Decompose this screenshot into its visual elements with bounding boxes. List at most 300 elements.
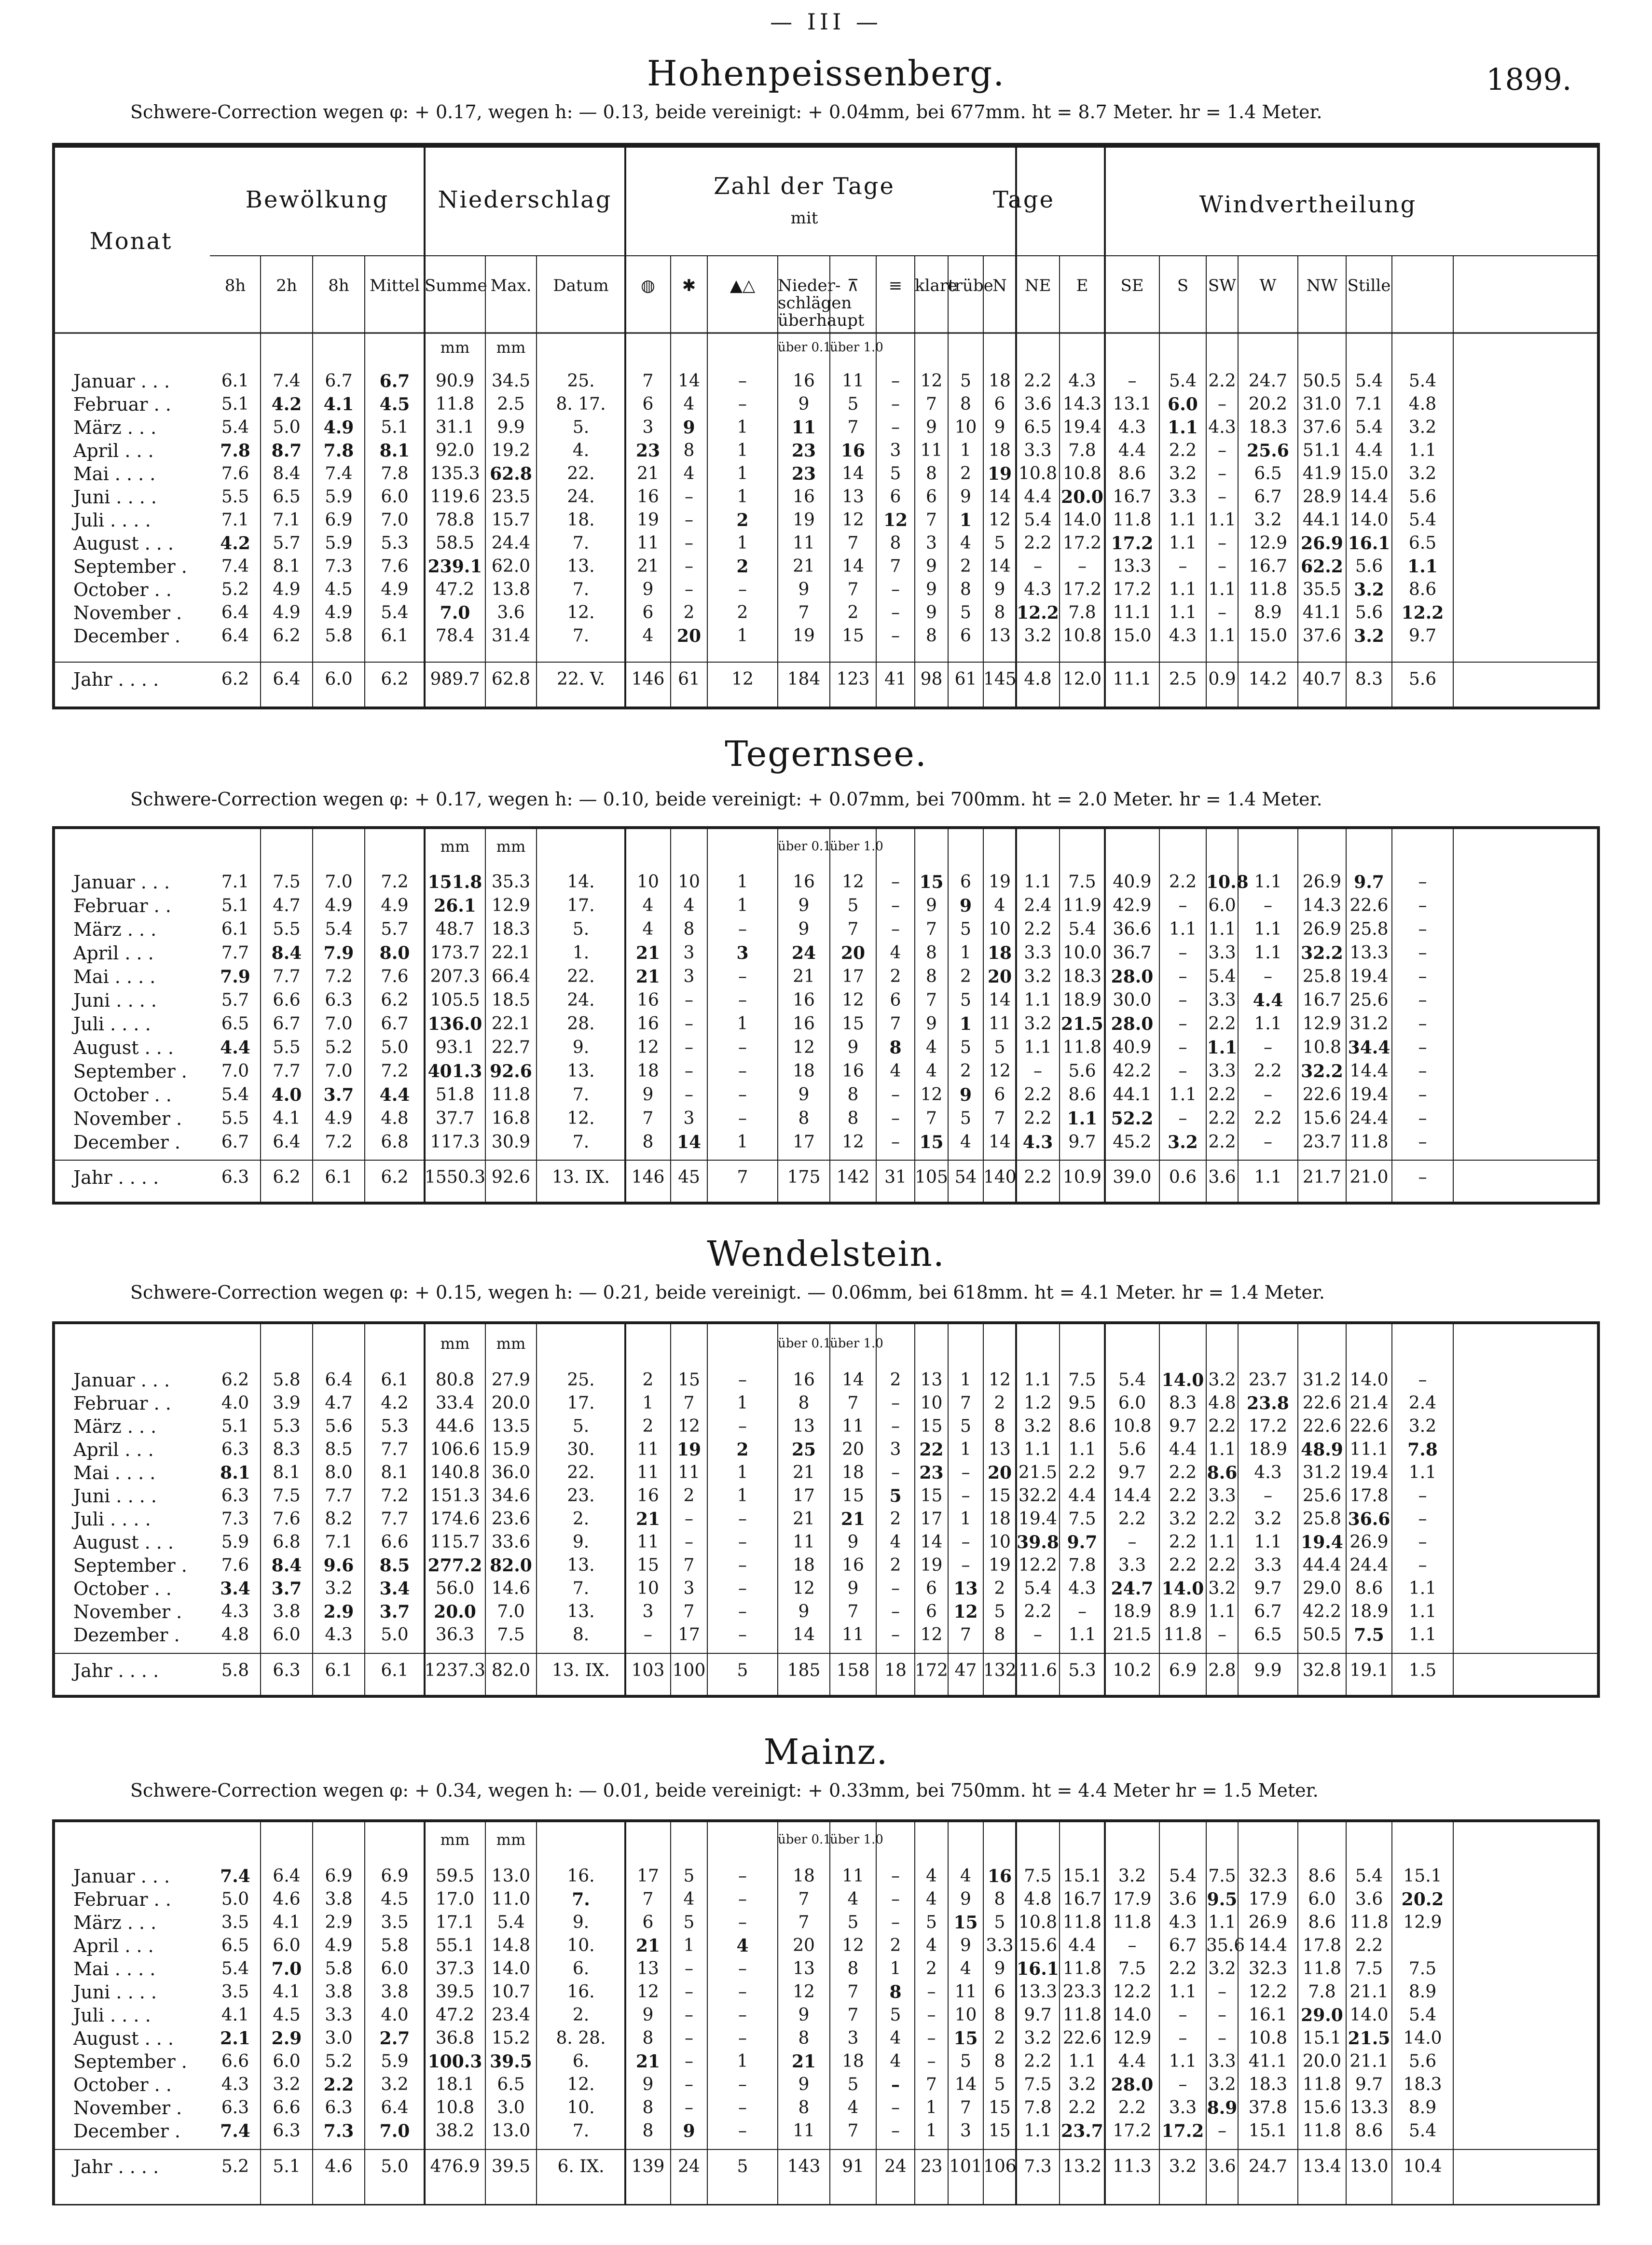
table-cell: 52.2	[1111, 1109, 1154, 1129]
table-cell: –	[738, 1982, 747, 2002]
table-cell: 6.4	[273, 1866, 301, 1886]
table-cell: 6	[926, 1602, 937, 1621]
table-cell: 20.2	[1248, 394, 1288, 414]
table-cell: 14	[989, 1132, 1011, 1152]
table-cell: 11.9	[1062, 896, 1102, 915]
table-cell: 5	[926, 1912, 937, 1932]
table-cell: 14.2	[1248, 669, 1288, 689]
table-cell: 1.1	[1254, 1532, 1282, 1552]
table-cell: 7.0	[271, 1959, 302, 1979]
table-cell: 6.2	[273, 626, 301, 646]
table-cell: 13	[793, 1416, 815, 1436]
column-group-zahl: Zahl der Tage	[714, 173, 895, 200]
table-cell: 5.3	[381, 533, 409, 553]
table-cell: 27.9	[491, 1370, 531, 1390]
table-cell: 3	[683, 967, 695, 986]
table-cell: 1.1	[1024, 990, 1052, 1010]
table-cell: 7.9	[323, 943, 354, 963]
table-cell: 19	[987, 464, 1012, 484]
table-cell: 3	[642, 1602, 654, 1621]
table-cell: 16	[793, 1370, 815, 1390]
table-cell: 1	[960, 943, 971, 963]
table-cell: 1	[642, 1393, 654, 1413]
table-cell: 17.2	[1111, 533, 1154, 554]
table-cell: 17.1	[435, 1912, 475, 1932]
table-cell: –	[1218, 2005, 1226, 2025]
table-cell: –	[685, 510, 693, 530]
table-cell: 5.0	[381, 2157, 409, 2176]
table-cell: 6.1	[381, 1370, 409, 1390]
table-cell: 4.4	[1118, 2051, 1146, 2071]
table-cell: 36.7	[1113, 943, 1152, 963]
table-cell: 8.6	[1068, 1085, 1096, 1105]
table-cell: –	[1418, 919, 1427, 939]
table-cell: 13.	[567, 1061, 595, 1081]
table-cell: 4	[683, 896, 695, 915]
table-cell: 9	[798, 1085, 810, 1105]
table-cell: 4	[960, 1959, 971, 1979]
table-cell: 2.2	[1254, 1109, 1282, 1128]
table-cell: 9.7	[1068, 1132, 1096, 1152]
table-cell: 7.5	[497, 1625, 525, 1645]
table-cell: 17.2	[1113, 580, 1152, 599]
table-cell: 11.6	[1018, 1661, 1058, 1680]
table-cell: 5.1	[221, 1416, 249, 1436]
table-cell: 51.8	[435, 1085, 475, 1105]
table-cell: 66.4	[491, 967, 531, 986]
table-cell: –	[1178, 2028, 1187, 2048]
table-cell: 19.4	[1349, 1085, 1389, 1105]
table-cell: 59.5	[435, 1866, 475, 1886]
table-cell: 13.3	[1113, 556, 1152, 576]
month-label: Juni . . . .	[73, 1982, 157, 2003]
table-cell: 17	[793, 1486, 815, 1506]
table-cell: 9	[798, 580, 810, 599]
table-cell: 47	[954, 1661, 977, 1680]
table-cell: 7.1	[1355, 394, 1383, 414]
table-cell: –	[1178, 1109, 1187, 1128]
table-cell: 24.7	[1111, 1579, 1154, 1599]
table-cell: 20	[842, 1440, 864, 1459]
table-cell: 5.6	[325, 1416, 353, 1436]
table-cell: 13.	[567, 1555, 595, 1575]
table-cell: –	[685, 990, 693, 1010]
table-cell: 8	[642, 2028, 654, 2048]
column-header: 8h	[328, 276, 349, 295]
table-cell: 5	[737, 1661, 748, 1680]
table-cell: 12	[793, 1579, 815, 1598]
table-cell: 1.1	[1408, 1463, 1437, 1483]
table-cell: 25	[791, 1440, 816, 1460]
table-cell: 4.9	[325, 1109, 353, 1128]
table-cell: 13.0	[491, 1866, 531, 1886]
table-cell: 4.3	[325, 1625, 353, 1645]
table-cell: 3.9	[273, 1393, 301, 1413]
table-cell: 36.8	[435, 2028, 475, 2048]
table-cell: 173.7	[430, 943, 480, 963]
table-cell: 2	[994, 1393, 1005, 1413]
table-cell: 3.3	[1208, 990, 1236, 1010]
table-cell: –	[685, 2075, 693, 2094]
table-cell: 1	[737, 1393, 748, 1413]
table-cell: 6.2	[381, 990, 409, 1010]
table-cell: 16.7	[1113, 487, 1152, 507]
table-cell: –	[891, 1602, 900, 1621]
table-cell: 7.7	[273, 967, 301, 986]
table-cell: 7.0	[325, 1061, 353, 1081]
table-cell: 9.7	[1354, 872, 1384, 892]
table-cell: 11.8	[1062, 1912, 1102, 1932]
month-label: Februar . .	[73, 1393, 171, 1414]
table-cell: –	[1418, 1014, 1427, 1034]
table-cell: 5.4	[1024, 510, 1052, 530]
table-cell: 2.2	[1024, 1085, 1052, 1105]
table-cell: 6	[890, 990, 901, 1010]
table-cell: 7	[926, 2075, 937, 2094]
table-cell: 20	[987, 1463, 1012, 1483]
table-cell: 3.5	[221, 1912, 249, 1932]
table-cell: 7.8	[1407, 1440, 1438, 1460]
month-label: October . .	[73, 579, 172, 600]
table-cell: 3.3	[1169, 487, 1197, 507]
unit-label: mm	[496, 1334, 526, 1353]
table-cell: –	[1418, 1509, 1427, 1529]
table-cell: 15	[953, 2028, 978, 2049]
table-cell: –	[1218, 464, 1226, 484]
table-cell: 8.7	[271, 441, 302, 461]
table-cell: 18.9	[1113, 1602, 1152, 1621]
table-cell: 8	[642, 2098, 654, 2118]
table-cell: 7	[798, 1889, 810, 1909]
table-cell: 9	[960, 1936, 971, 1955]
table-cell: 1.1	[1169, 533, 1197, 553]
table-cell: 13.3	[1018, 1982, 1058, 2002]
table-cell: 5.3	[1068, 1661, 1096, 1680]
table-cell: 4.1	[273, 1982, 301, 2002]
table-cell: 8.6	[1068, 1416, 1096, 1436]
table-cell: 1.1	[1169, 580, 1197, 599]
table-cell: 50.5	[1302, 1625, 1342, 1645]
table-cell: –	[738, 1370, 747, 1390]
table-cell: 23.8	[1247, 1393, 1289, 1414]
table-cell: –	[738, 1866, 747, 1886]
table-cell: 4.7	[273, 896, 301, 915]
table-cell: 4	[960, 533, 971, 553]
table-cell: 239.1	[427, 556, 482, 577]
table-cell: 7	[890, 556, 901, 576]
table-cell: 6.0	[1208, 896, 1236, 915]
table-cell: 101	[949, 2157, 982, 2176]
table-cell: 5	[960, 919, 971, 939]
unit-label: mm	[440, 1334, 470, 1353]
table-cell: 23.7	[1248, 1370, 1288, 1390]
table-cell: 40.9	[1113, 872, 1152, 892]
table-cell: 9	[926, 896, 937, 915]
table-cell: 15	[678, 1370, 700, 1390]
table-cell: 11	[637, 1440, 659, 1459]
table-cell: 6.4	[221, 603, 249, 623]
table-cell: 6.0	[325, 669, 353, 689]
table-cell: 10.8	[1062, 626, 1102, 646]
table-cell: 8	[994, 2051, 1005, 2071]
table-cell: 44.4	[1302, 1555, 1342, 1575]
table-cell: 18.3	[1403, 2075, 1442, 2094]
table-cell: 2.2	[323, 2075, 354, 2095]
table-cell: 10	[954, 417, 977, 437]
table-cell: 17.9	[1113, 1889, 1152, 1909]
table-cell: 23	[919, 1463, 944, 1483]
table-cell: 10.2	[1113, 1661, 1152, 1680]
table-cell: 1.1	[1208, 1532, 1236, 1552]
table-cell: 1.1	[1169, 1982, 1197, 2002]
table-cell: 8.1	[381, 1463, 409, 1483]
table-cell: 14.0	[491, 1959, 531, 1979]
table-cell: 4.0	[271, 1085, 302, 1105]
table-cell: –	[891, 2098, 900, 2118]
table-cell: 8.6	[1355, 2121, 1383, 2141]
table-cell: 4.0	[221, 1393, 249, 1413]
table-cell: 4.4	[1068, 1936, 1096, 1955]
table-cell: –	[685, 2051, 693, 2071]
table-cell: 7.2	[325, 1132, 353, 1152]
table-cell: 5.4	[1408, 2005, 1437, 2025]
table-cell: 21	[793, 556, 815, 576]
table-cell: 9.7	[1355, 2075, 1383, 2094]
table-cell: 10	[989, 1532, 1011, 1552]
table-cell: 3.2	[1024, 1416, 1052, 1436]
table-cell: 19	[989, 1555, 1011, 1575]
table-cell: 2	[960, 967, 971, 986]
table-cell: 19	[676, 1440, 702, 1460]
table-cell: –	[1264, 1486, 1272, 1506]
table-cell: 32.3	[1248, 1866, 1288, 1886]
table-cell: 3.2	[1354, 580, 1384, 600]
table-cell: 7.4	[221, 556, 249, 576]
table-cell: 13	[953, 1579, 978, 1599]
table-cell: 31.4	[491, 626, 531, 646]
table-cell: 3.2	[273, 2075, 301, 2094]
table-cell: 17.2	[1248, 1416, 1288, 1436]
table-cell: 9	[798, 1602, 810, 1621]
table-cell: 8.1	[273, 556, 301, 576]
table-cell: 9	[847, 1532, 859, 1552]
table-cell: 8.6	[1207, 1463, 1238, 1483]
table-cell: 3.2	[1118, 1866, 1146, 1886]
correction-line: Schwere-Correction wegen φ: + 0.15, wegen h: — 0.21, beide vereinigt. — 0.06mm, bei 618mm. ht = 4.1 Meter. hr = 1.4 Meter.	[130, 1282, 1325, 1303]
table-cell: 36.6	[1348, 1509, 1390, 1529]
table-cell: –	[1128, 1532, 1137, 1552]
table-cell: 14	[954, 2075, 977, 2094]
table-cell: 1.1	[1024, 1038, 1052, 1057]
table-cell: 28.9	[1302, 487, 1342, 507]
table-cell: 14	[989, 990, 1011, 1010]
table-cell: 32.2	[1301, 943, 1343, 963]
month-label: April . . .	[73, 1935, 154, 1956]
table-cell: 3.2	[1208, 1579, 1236, 1598]
table-cell: 24	[678, 2157, 700, 2176]
table-cell: 5.8	[325, 626, 353, 646]
table-cell: 8	[890, 533, 901, 553]
table-cell: 21	[793, 967, 815, 986]
table-cell: 5.7	[273, 533, 301, 553]
table-cell: 1	[737, 417, 748, 437]
table-cell: 5.4	[1408, 510, 1437, 530]
table-cell: 14.0	[1161, 1579, 1204, 1599]
table-cell: 16	[637, 487, 659, 507]
table-cell: 21.5	[1018, 1463, 1058, 1483]
table-cell: 6.1	[221, 371, 249, 391]
table-cell: 4.8	[1024, 1889, 1052, 1909]
table-cell: 3.2	[1208, 1959, 1236, 1979]
table-cell: 7.3	[325, 556, 353, 576]
column-group-bewoelkung: Bewölkung	[245, 186, 389, 213]
table-cell: 9	[926, 580, 937, 599]
table-cell: 2	[890, 967, 901, 986]
table-cell: 9	[642, 580, 654, 599]
table-cell: 6.0	[273, 2051, 301, 2071]
table-cell: 105	[915, 1167, 948, 1187]
table-cell: 8.1	[273, 1463, 301, 1483]
table-cell: 31.2	[1302, 1370, 1342, 1390]
table-cell: 20	[840, 943, 866, 963]
table-cell: 1.1	[1408, 1602, 1437, 1621]
table-cell: 11	[989, 1014, 1011, 1034]
table-cell: –	[891, 580, 900, 599]
table-cell: 5.2	[325, 1038, 353, 1057]
table-cell: 18	[637, 1061, 659, 1081]
table-cell: 15	[919, 1132, 944, 1152]
table-cell: 1.1	[1408, 1579, 1437, 1598]
table-cell: 1.1	[1254, 1167, 1282, 1187]
table-cell: 6	[994, 394, 1005, 414]
table-cell: 9.9	[1254, 1661, 1282, 1680]
table-cell: 2.2	[1068, 2098, 1096, 2118]
table-cell: 989.7	[430, 669, 480, 689]
table-cell: 11.8	[1349, 1132, 1389, 1152]
table-cell: 6.4	[273, 1132, 301, 1152]
year-label: Jahr . . . .	[73, 1660, 159, 1681]
table-cell: 6.8	[273, 1532, 301, 1552]
table-cell: 23.	[567, 1486, 595, 1506]
table-cell: –	[1033, 1625, 1042, 1645]
table-cell: 42.9	[1113, 896, 1152, 915]
table-cell: 12	[842, 510, 864, 530]
table-cell: 9.	[572, 1038, 590, 1057]
table-cell: 17.2	[1113, 2121, 1152, 2141]
table-cell: 2	[890, 1509, 901, 1529]
table-cell: 10.8	[1113, 1416, 1152, 1436]
table-cell: –	[738, 1889, 747, 1909]
table-cell: 4.3	[1022, 1132, 1053, 1152]
table-cell: –	[1128, 371, 1137, 391]
column-header: Summe	[425, 276, 487, 295]
month-label: November .	[73, 1108, 182, 1129]
table-cell: 21	[791, 2051, 816, 2072]
table-cell: 6.9	[325, 510, 353, 530]
table-cell: –	[1218, 556, 1226, 576]
table-cell: 5.4	[1208, 967, 1236, 986]
table-cell: 2.2	[1068, 1463, 1096, 1483]
table-cell: –	[1218, 2028, 1226, 2048]
month-label: August . . .	[73, 533, 174, 554]
table-cell: 17.2	[1161, 2121, 1204, 2141]
table-cell: 6	[994, 1982, 1005, 2002]
table-cell: 24.	[567, 487, 595, 507]
table-cell: 9.5	[1068, 1393, 1096, 1413]
table-cell: 4	[890, 943, 901, 963]
table-cell: 5	[890, 2005, 901, 2025]
table-cell: 11.8	[1062, 2005, 1102, 2025]
table-cell: 7.8	[323, 441, 354, 461]
table-cell: 21	[637, 464, 659, 484]
column-group-windvertheilung: Windvertheilung	[1199, 191, 1417, 218]
table-cell: 7.5	[273, 1486, 301, 1506]
table-cell: 1.1	[1169, 919, 1197, 939]
table-cell: 35.5	[1302, 580, 1342, 599]
table-cell: 7.	[572, 626, 590, 646]
table-cell: 3.4	[220, 1579, 250, 1599]
table-cell: 11	[842, 1625, 864, 1645]
table-cell: 3	[683, 1109, 695, 1128]
correction-line: Schwere-Correction wegen φ: + 0.34, wegen h: — 0.01, beide vereinigt: + 0.33mm, bei 750mm. ht = 4.4 Meter hr = 1.5 Meter.	[130, 1780, 1319, 1801]
table-cell: 7.	[572, 1889, 590, 1910]
table-cell: 14	[842, 556, 864, 576]
table-cell: 22.6	[1349, 1416, 1389, 1436]
table-cell: 15	[989, 2098, 1011, 2118]
table-cell: 5	[994, 2075, 1005, 2094]
table-cell: 7.	[572, 2121, 590, 2141]
table-cell: –	[1418, 1486, 1427, 1506]
table-cell: 6.7	[221, 1132, 249, 1152]
table-cell: 40.7	[1302, 669, 1342, 689]
table-cell: 6.4	[273, 669, 301, 689]
table-cell: –	[1218, 603, 1226, 623]
table-cell: 16	[637, 990, 659, 1010]
table-cell: 18	[989, 371, 1011, 391]
table-cell: –	[1264, 1132, 1272, 1152]
table-cell: 5	[847, 394, 859, 414]
column-group-mit: mit	[790, 208, 818, 228]
table-cell: 1.1	[1407, 556, 1438, 577]
table-cell: 145	[983, 669, 1017, 689]
table-cell: 9.	[572, 1912, 590, 1932]
table-cell: 7.6	[381, 967, 409, 986]
table-cell: 17	[637, 1866, 659, 1886]
table-cell: –	[1264, 896, 1272, 915]
table-cell: 10.8	[1248, 2028, 1288, 2048]
table-cell: 20.0	[1061, 487, 1103, 507]
table-cell: 15	[842, 626, 864, 646]
table-cell: 9	[994, 417, 1005, 437]
table-cell: 50.5	[1302, 371, 1342, 391]
table-cell: 62.8	[491, 669, 531, 689]
table-cell: 6.9	[1169, 1661, 1197, 1680]
month-label: September .	[73, 1555, 187, 1576]
table-cell: 11.8	[1302, 1959, 1342, 1979]
table-cell: 1.1	[1254, 943, 1282, 963]
table-cell: 7	[642, 1109, 654, 1128]
table-cell: 92.6	[491, 1167, 531, 1187]
table-cell: 21	[635, 1936, 661, 1956]
table-cell: 20.0	[1302, 2051, 1342, 2071]
table-cell: –	[1264, 1038, 1272, 1057]
table-cell: 1.1	[1168, 417, 1198, 438]
table-cell: –	[891, 1085, 900, 1105]
table-cell: 2	[683, 603, 695, 623]
table-cell: 5.1	[221, 394, 249, 414]
table-cell: 6.6	[273, 990, 301, 1010]
table-cell: 6	[926, 487, 937, 507]
